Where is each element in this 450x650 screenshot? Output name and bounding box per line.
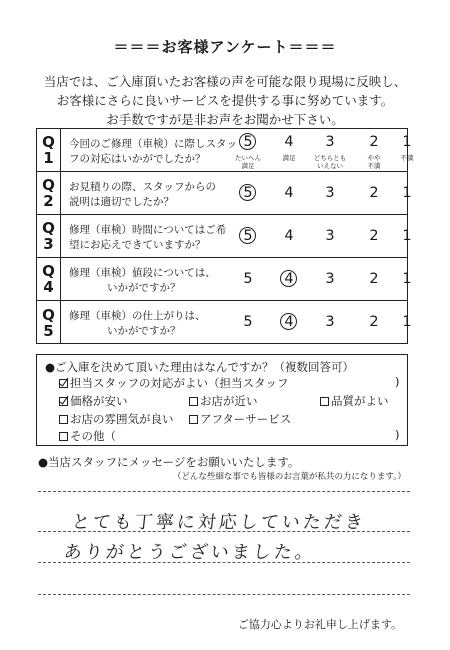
score-option[interactable]: 5 bbox=[233, 185, 263, 201]
reason-option-price[interactable] bbox=[59, 393, 128, 409]
scale-label: どちらとも いえない bbox=[313, 154, 347, 170]
score-option[interactable]: 1 bbox=[402, 185, 412, 201]
intro-line: お客様にさらに良いサービスを提供する事に努めています。 bbox=[56, 93, 394, 108]
score-option[interactable]: 1 bbox=[402, 228, 412, 244]
writing-line bbox=[38, 531, 410, 532]
intro-line: お手数ですが是非お声をお聞かせ下さい。 bbox=[106, 112, 344, 127]
question-row bbox=[37, 129, 414, 172]
scale-label: 満足 bbox=[282, 154, 296, 162]
question-text: 修理（車検）値段については、 いかがですか？ bbox=[69, 267, 216, 294]
survey-title: ＝＝＝お客様アンケート＝＝＝ bbox=[113, 38, 337, 56]
question-row bbox=[37, 301, 412, 344]
selected-circle bbox=[239, 227, 256, 244]
message-note: （どんな些細な事でも皆様のお言葉が私共の力になります。） bbox=[172, 472, 406, 482]
question-number: Q 4 bbox=[37, 258, 61, 300]
scale-label: やや 不満 bbox=[367, 154, 381, 170]
selected-circle bbox=[280, 313, 297, 330]
question-text: お見積りの際、スタッフからの 説明は適切でしたか？ bbox=[69, 181, 216, 208]
close-paren: ) bbox=[395, 375, 400, 389]
reasons-box bbox=[36, 354, 408, 446]
question-text: 今回のご修理（車検）に際しスタッ フの対応はいかがでしたか？ bbox=[69, 138, 237, 165]
reason-label: その他（ bbox=[70, 429, 116, 443]
reason-option-staff[interactable] bbox=[59, 375, 289, 391]
close-paren: ) bbox=[395, 428, 400, 442]
checkbox[interactable] bbox=[59, 415, 68, 424]
reason-option-other[interactable] bbox=[59, 428, 116, 444]
score-option[interactable]: 4 bbox=[284, 228, 294, 244]
question-row bbox=[37, 215, 412, 258]
score-option[interactable]: 2 bbox=[369, 228, 379, 244]
score-option[interactable]: 1 bbox=[402, 271, 412, 287]
selected-circle bbox=[239, 133, 256, 150]
reason-option-atmosphere[interactable] bbox=[59, 411, 174, 427]
score-option[interactable]: 4 bbox=[274, 314, 304, 330]
score-option[interactable]: 1 bbox=[402, 314, 412, 330]
score-option[interactable]: 5 bbox=[243, 271, 253, 287]
score-option[interactable]: 2 bbox=[369, 185, 379, 201]
reason-option-near[interactable] bbox=[189, 393, 258, 409]
checkbox[interactable] bbox=[189, 397, 198, 406]
reason-label: 品質がよい bbox=[331, 394, 389, 408]
reason-label: 担当スタッフの対応がよい（担当スタッフ bbox=[70, 376, 289, 390]
score-option[interactable]: 5 bbox=[233, 134, 263, 150]
reason-label: 価格が安い bbox=[70, 394, 128, 408]
score-option[interactable]: 3 bbox=[325, 271, 335, 287]
score-option[interactable]: 3 bbox=[325, 134, 335, 150]
question-number: Q 3 bbox=[37, 215, 61, 257]
checkbox[interactable] bbox=[189, 415, 198, 424]
score-option[interactable]: 2 bbox=[369, 271, 379, 287]
writing-line bbox=[38, 594, 410, 595]
reason-label: お店の雰囲気が良い bbox=[70, 412, 174, 426]
question-row bbox=[37, 258, 412, 301]
scale-label: たいへん 満足 bbox=[235, 154, 261, 170]
handwritten-line: ありがとうございました。 bbox=[62, 542, 317, 563]
score-option[interactable]: 4 bbox=[284, 134, 294, 150]
question-number: Q 5 bbox=[37, 301, 61, 344]
score-option[interactable]: 3 bbox=[325, 314, 335, 330]
score-option[interactable]: 5 bbox=[243, 314, 253, 330]
reasons-heading: ●ご入庫を決めて頂いた理由はなんですか？（複数回答可） bbox=[45, 360, 355, 374]
score-option[interactable]: 2 bbox=[369, 314, 379, 330]
question-table bbox=[36, 128, 414, 344]
reason-label: アフターサービス bbox=[200, 412, 292, 426]
selected-circle bbox=[280, 270, 297, 287]
question-text: 修理（車検）の仕上がりは、 いかがですか？ bbox=[69, 310, 206, 337]
score-option[interactable]: 4 bbox=[274, 271, 304, 287]
closing-text: ご協力心よりお礼申し上げます。 bbox=[237, 618, 402, 631]
checkbox[interactable] bbox=[59, 432, 68, 441]
score-option[interactable]: 1 bbox=[402, 134, 412, 150]
question-text: 修理（車検）時間についてはご希 望にお応えできていますか？ bbox=[69, 224, 227, 251]
intro-line: 当店では、ご入庫頂いたお客様の声を可能な限り現場に反映し、 bbox=[43, 74, 407, 89]
reason-label: お店が近い bbox=[200, 394, 258, 408]
reason-option-quality[interactable] bbox=[320, 393, 389, 409]
score-option[interactable]: 3 bbox=[325, 228, 335, 244]
score-option[interactable]: 3 bbox=[325, 185, 335, 201]
selected-circle bbox=[239, 184, 256, 201]
score-option[interactable]: 4 bbox=[284, 185, 294, 201]
scale-label: 不満 bbox=[400, 154, 414, 162]
handwritten-line: とても丁寧に対応していただき bbox=[70, 512, 367, 533]
score-option[interactable]: 5 bbox=[233, 228, 263, 244]
reason-option-aftercare[interactable] bbox=[189, 411, 291, 427]
checkbox[interactable] bbox=[320, 397, 329, 406]
question-row bbox=[37, 172, 412, 215]
checkbox[interactable] bbox=[59, 379, 68, 388]
message-heading: ●当店スタッフにメッセージをお願いいたします。 bbox=[38, 455, 300, 469]
checkbox[interactable] bbox=[59, 397, 68, 406]
writing-line bbox=[38, 491, 410, 492]
question-number: Q 2 bbox=[37, 172, 61, 214]
question-number: Q 1 bbox=[37, 129, 61, 171]
intro-text bbox=[0, 72, 450, 129]
score-option[interactable]: 2 bbox=[369, 134, 379, 150]
writing-line bbox=[38, 562, 410, 563]
